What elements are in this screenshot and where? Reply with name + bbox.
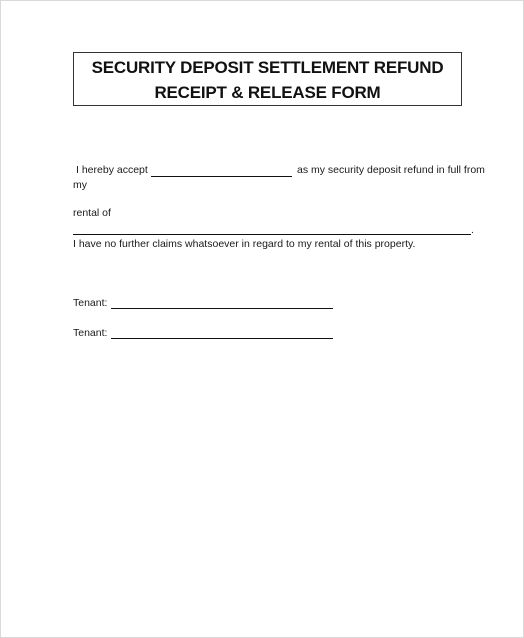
rental-period-mark: . [471,224,474,236]
form-title-line-1: SECURITY DEPOSIT SETTLEMENT REFUND [91,58,444,77]
accept-suffix-text: as my security deposit refund in full from [297,164,485,176]
refund-amount-blank[interactable] [151,176,292,177]
my-text: my [73,179,87,191]
form-title-box [73,52,462,106]
form-title-line-2: RECEIPT & RELEASE FORM [154,83,381,102]
tenant-2-label: Tenant: [73,327,108,339]
rental-property-blank[interactable] [73,234,471,235]
no-claims-text: I have no further claims whatsoever in regard to my rental of this property. [73,238,416,250]
tenant-1-label: Tenant: [73,297,108,309]
tenant-2-signature-line[interactable] [111,338,333,339]
rental-of-text: rental of [73,207,111,219]
accept-prefix-text: I hereby accept [76,164,148,176]
tenant-1-signature-line[interactable] [111,308,333,309]
